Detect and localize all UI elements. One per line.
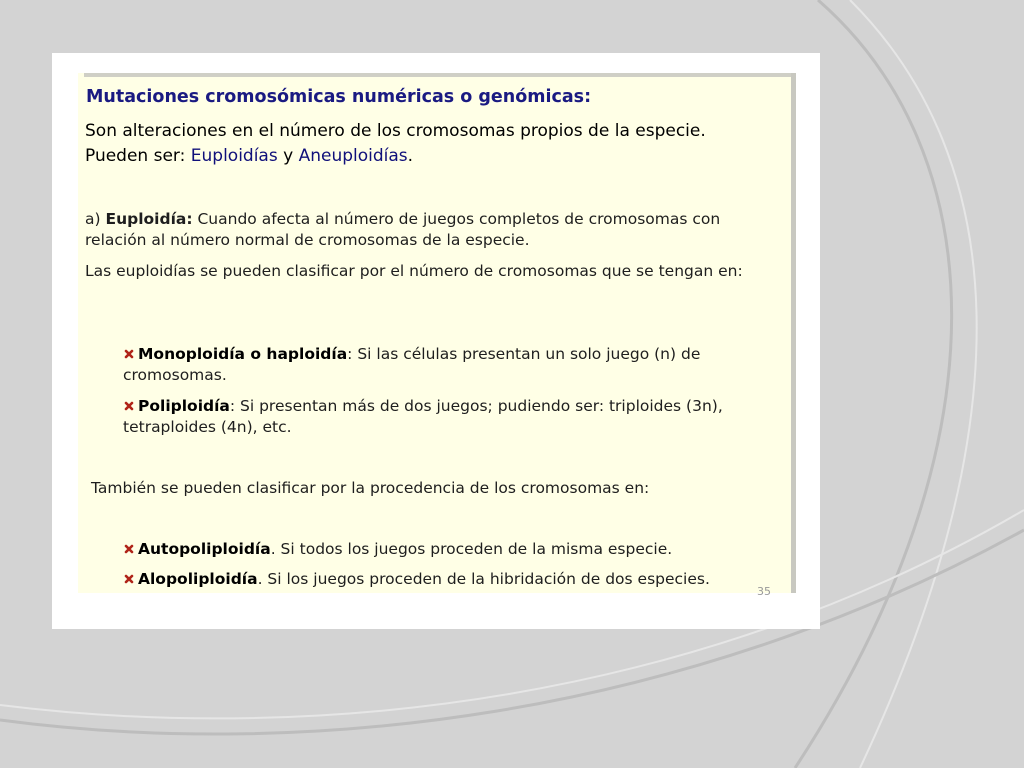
bullet-term: Autopoliploidía [138,540,271,558]
intro-paragraph [85,119,765,169]
euploidia-prefix: a) [85,210,106,228]
panel-border-right [791,73,796,593]
euploidia-definition [85,209,785,251]
bullet-text: . Si los juegos proceden de la hibridación de dos especies. [257,570,710,588]
bullet-text: : Si presentan más de dos juegos; pudiendo ser: triploides (3n), tetraploides (4n), etc. [123,397,723,436]
euploidias-link[interactable]: Euploidías [190,146,278,166]
bullet-term: Monoploidía o haploidía [138,345,348,363]
page-number: 35 [757,585,771,598]
classification-paragraph: Las euploidías se pueden clasificar por el número de cromosomas que se tengan en: [85,262,743,280]
list-item-monoploidia [123,344,773,386]
x-bullet-icon [123,573,135,585]
x-bullet-icon [123,348,135,360]
list-item-poliploidia [123,396,773,438]
aneuploidias-link[interactable]: Aneuploidías [298,146,408,166]
x-bullet-icon [123,543,135,555]
panel-border-top [84,73,796,77]
x-bullet-icon [123,400,135,412]
origin-paragraph: También se pueden clasificar por la procedencia de los cromosomas en: [91,479,650,497]
bullet-text: : Si las células presentan un solo juego (n) de cromosomas. [123,345,701,384]
intro-connector: y [277,146,299,166]
bullet-term: Alopoliploidía [138,570,258,588]
intro-end: . [407,146,414,166]
document-panel [78,73,796,598]
euploidia-text: Cuando afecta al número de juegos completos de cromosomas con relación al número normal de cromosomas de la especie. [85,210,721,249]
page-title: Mutaciones cromosómicas numéricas o genómicas: [86,87,592,107]
bullet-text: . Si todos los juegos proceden de la misma especie. [270,540,673,558]
intro-text: Son alteraciones en el número de los cromosomas propios de la especie. Pueden ser: [85,121,706,166]
euploidia-term: Euploidía: [105,210,193,228]
bullet-term: Poliploidía [138,397,230,415]
list-item-autopoliploidia [123,539,773,560]
